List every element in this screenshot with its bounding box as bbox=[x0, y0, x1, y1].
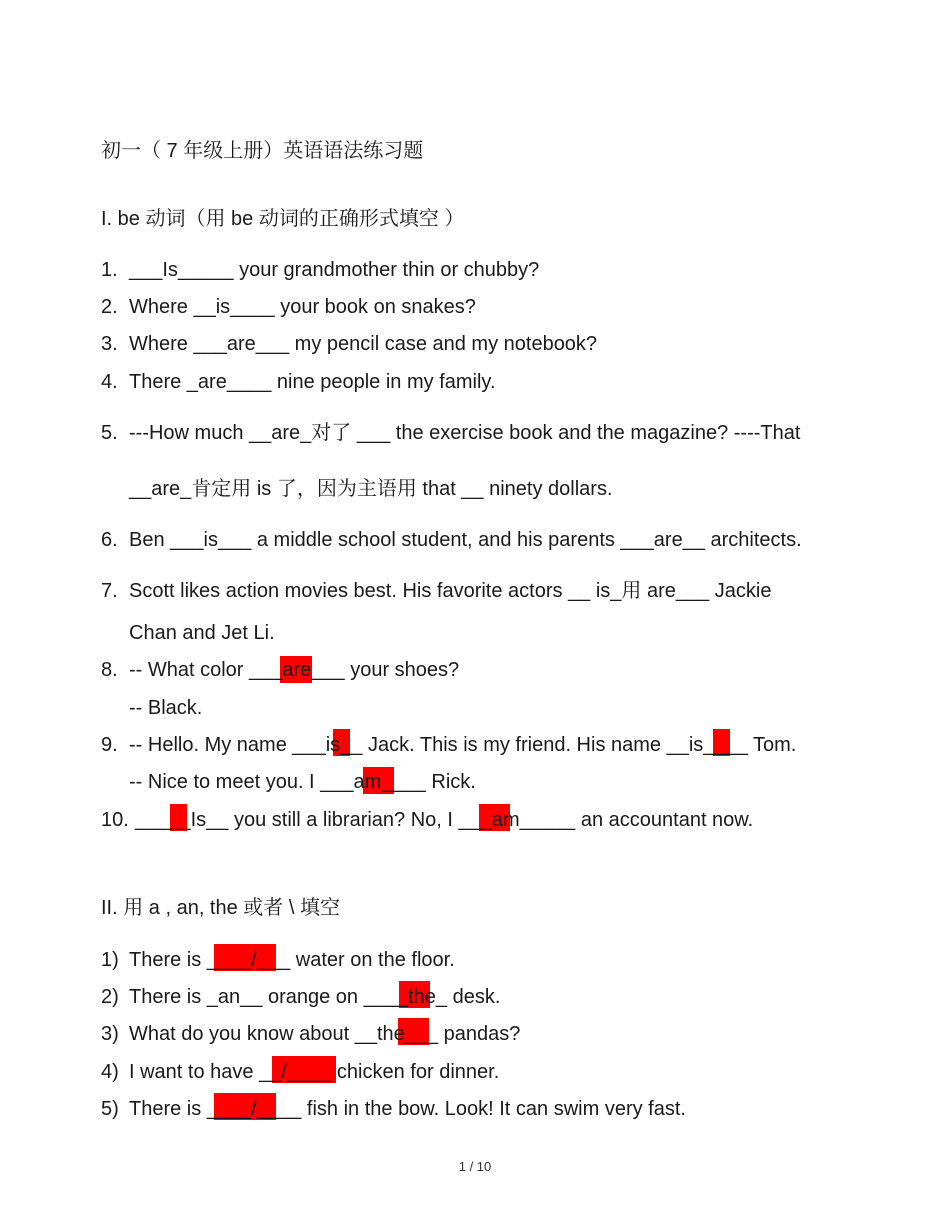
item-text: ___Is_____ your grandmother thin or chubby? bbox=[129, 259, 540, 281]
item-text: I want to have __/____ chicken for dinner. bbox=[129, 1061, 500, 1083]
item-number: 5. bbox=[101, 422, 118, 444]
item-number: 2. bbox=[101, 296, 118, 318]
page-number: 1 / 10 bbox=[458, 1159, 492, 1174]
item-text: -- What color ___are___ your shoes? bbox=[129, 659, 460, 681]
item-text: There _are____ nine people in my family. bbox=[129, 371, 496, 393]
item-text: ---How much __are_对了 ___ the exercise book and the magazine? ----That bbox=[129, 422, 801, 444]
item-number: 6. bbox=[101, 529, 118, 551]
item-number: 4. bbox=[101, 371, 118, 393]
item-text: There is ____/____ fish in the bow. Look! It can swim very fast. bbox=[129, 1098, 686, 1120]
item-number: 10. bbox=[101, 809, 129, 831]
item-number: 1. bbox=[101, 259, 118, 281]
item-number: 1) bbox=[101, 949, 119, 971]
item-text: Ben ___is___ a middle school student, and his parents ___are__ architects. bbox=[129, 529, 802, 551]
item-text: __are_肯定用 is 了，因为主语用 that __ ninety dollars. bbox=[129, 478, 613, 500]
item-number: 5) bbox=[101, 1098, 119, 1120]
item-text: What do you know about __the___ pandas? bbox=[129, 1023, 521, 1045]
item-number: 9. bbox=[101, 734, 118, 756]
item-number: 4) bbox=[101, 1061, 119, 1083]
item-number: 2) bbox=[101, 986, 119, 1008]
section-1-heading: I. be 动词（用 be 动词的正确形式填空 ） bbox=[101, 208, 465, 230]
item-text: There is _an__ orange on ____the_ desk. bbox=[129, 986, 501, 1008]
item-text: Where ___are___ my pencil case and my notebook? bbox=[129, 333, 598, 355]
item-text: -- Black. bbox=[129, 697, 203, 719]
item-text: -- Hello. My name ___is__ Jack. This is my friend. His name __is____ Tom. bbox=[129, 734, 797, 756]
item-text: -- Nice to meet you. I ___am____ Rick. bbox=[129, 771, 476, 793]
item-text: Scott likes action movies best. His favorite actors __ is_用 are___ Jackie bbox=[129, 580, 772, 602]
item-text: There is ____/___ water on the floor. bbox=[129, 949, 455, 971]
item-text: Chan and Jet Li. bbox=[129, 622, 275, 644]
item-number: 3. bbox=[101, 333, 118, 355]
section-2-heading: II. 用 a , an, the 或者 \ 填空 bbox=[101, 897, 340, 919]
item-number: 7. bbox=[101, 580, 118, 602]
item-text: Where __is____ your book on snakes? bbox=[129, 296, 476, 318]
doc-title: 初一（ 7 年级上册）英语语法练习题 bbox=[101, 140, 424, 162]
item-number: 3) bbox=[101, 1023, 119, 1045]
item-number: 8. bbox=[101, 659, 118, 681]
item-text: _____Is__ you still a librarian? No, I ___am_____ an accountant now. bbox=[135, 809, 754, 831]
